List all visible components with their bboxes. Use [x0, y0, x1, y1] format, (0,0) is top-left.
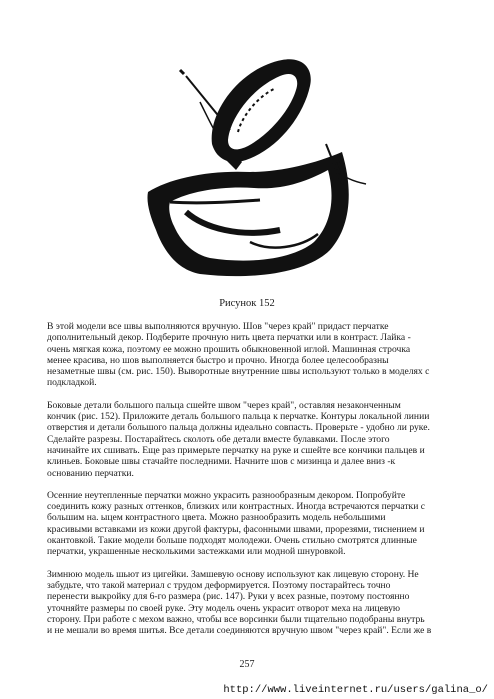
- text-line: очень мягкая кожа, поэтому ее можно прошить обыкновенной иглой. Машинная строчка: [47, 343, 411, 355]
- source-url: http://www.liveinternet.ru/users/galina_o/: [223, 684, 488, 696]
- text-line: начинайте их сшивать. Еще раз примерьте перчатку на руке и сшейте все кончики пальцев и: [47, 444, 425, 456]
- page-number: 257: [239, 659, 255, 670]
- text-line: основанию перчатки.: [47, 467, 134, 479]
- text-line: клиньев. Боковые швы стачайте последними. Начните шов с мизинца и далее вниз -к: [47, 456, 396, 468]
- paragraph: [47, 569, 451, 637]
- text-line: большим на. ыцем контрастного цвета. Можно разнообразить модель небольшими: [47, 512, 386, 524]
- text-line: дополнительный декор. Подберите прочную нить цвета перчатки или в контраст. Лайка -: [47, 332, 411, 344]
- text-line: Боковые детали большого пальца сшейте швом "через край", оставляя незаконченным: [47, 399, 401, 411]
- text-line: и не мешали во время шитья. Все детали соединяются вручную швом "через край". Если же в: [47, 625, 432, 637]
- text-line: сторону. При работе с мехом важно, чтобы все ворсинки были тщательно подобраны внутрь: [47, 613, 425, 625]
- text-line: кончик (рис. 152). Приложите деталь большого пальца к перчатке. Контуры локальной линии: [47, 411, 430, 423]
- text-line: менее красива, но шов выполняется быстро и прочно. Иногда более целесообразны: [47, 354, 389, 366]
- text-line: Зимнюю модель шьют из цигейки. Замшевую основу используют как лицевую сторону. Не: [47, 568, 419, 580]
- paragraph: [47, 400, 451, 479]
- paragraph: [47, 490, 451, 558]
- text-line: отверстия и детали большого пальца должны идеально совпасть. Проверьте - удобно ли руке.: [47, 422, 430, 434]
- text-line: Осенние неутепленные перчатки можно украсить разнообразным декором. Попробуйте: [47, 489, 406, 501]
- text-line: Сделайте разрезы. Постарайтесь сколоть обе детали вместе булавками. После этого: [47, 433, 390, 445]
- text-line: незаметные швы (см. рис. 150). Выворотные внутренние швы используют только в моделях с: [47, 366, 430, 378]
- body-text: [47, 321, 451, 647]
- text-line: подкладкой.: [47, 377, 97, 389]
- text-line: окантовкой. Такие модели больше подходят молодежи. Очень стильно смотрятся длинные: [47, 535, 417, 547]
- text-line: красивыми вставками из кожи другой фактуры, фасонными швами, прорезями, тиснением и: [47, 523, 425, 535]
- figure-caption: Рисунок 152: [219, 298, 275, 309]
- text-line: перчатки, украшенные несколькими застежками или модной шнуровкой.: [47, 546, 346, 558]
- text-line: уточняйте размеры по своей руке. Эту модель очень украсит отворот меха на лицевую: [47, 602, 401, 614]
- glove-thumb-sewing-illustration: [130, 52, 370, 292]
- text-line: перенести выкройку для 6-го размера (рис. 147). Руки у всех разные, поэтому постоянно: [47, 591, 410, 603]
- paragraph: [47, 321, 451, 389]
- text-line: соединить кожу разных оттенков, близких или контрастных. Иногда встречаются перчатки с: [47, 501, 426, 513]
- text-line: В этой модели все швы выполняются вручную. Шов "через край" придаст перчатке: [47, 321, 389, 332]
- text-line: забудьте, что такой материал с трудом деформируется. Поэтому постарайтесь точно: [47, 579, 391, 591]
